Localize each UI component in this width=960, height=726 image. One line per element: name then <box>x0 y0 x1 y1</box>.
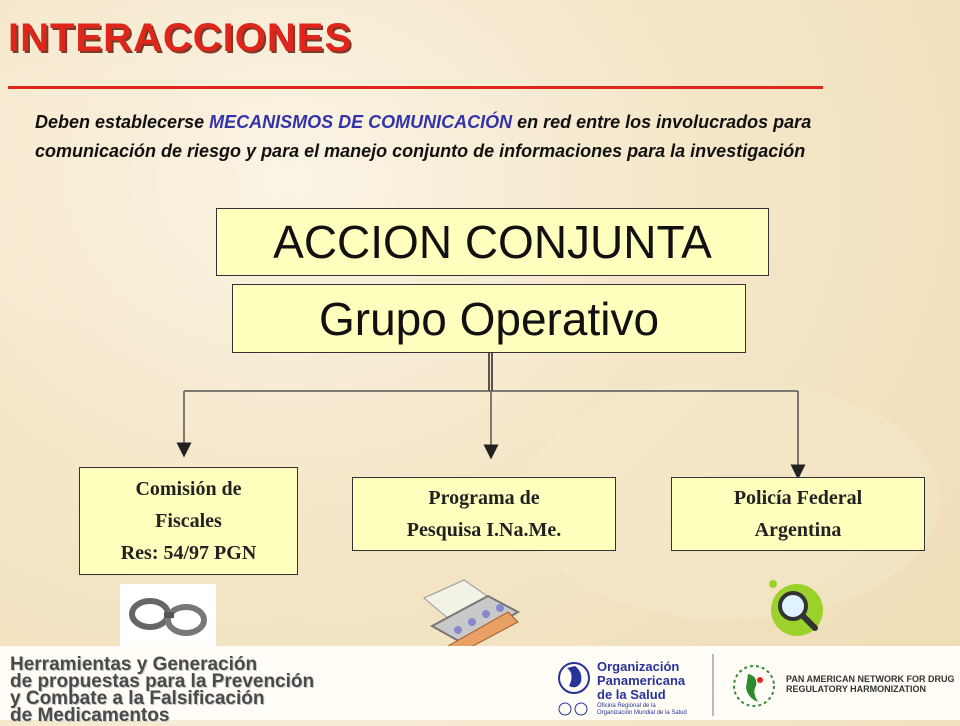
title-underline <box>8 86 823 89</box>
page-title: INTERACCIONES <box>8 16 353 60</box>
ops-line: Organización <box>597 659 680 674</box>
ops-globe-icon <box>557 660 591 700</box>
grupo-operativo-label: Grupo Operativo <box>318 292 660 345</box>
comision-line2: Fiscales <box>155 510 222 532</box>
intro-text <box>35 108 865 166</box>
comision-line3: Res: 54/97 PGN <box>120 542 257 564</box>
panam-line: REGULATORY HARMONIZATION <box>786 684 926 694</box>
footer-title-line: de Medicamentos <box>10 705 170 726</box>
ops-emblem-icon <box>557 702 591 716</box>
ops-sub-line: Oficina Regional de la <box>597 703 656 709</box>
accion-conjunta-label: ACCION CONJUNTA <box>273 216 712 268</box>
ops-logo-text <box>597 660 685 702</box>
comision-line1: Comisión de <box>135 478 242 500</box>
footer-title <box>10 656 314 724</box>
comision-fiscales-box <box>79 467 298 575</box>
medicine-pills-icon <box>418 578 528 654</box>
accion-conjunta-box <box>216 208 769 276</box>
programa-pesquisa-box <box>352 477 616 551</box>
policia-line1: Policía Federal <box>733 487 863 509</box>
ops-subtitle <box>597 703 687 717</box>
footer-title-line: y Combate a la Falsificación <box>10 688 265 709</box>
panam-network-text <box>786 674 955 694</box>
intro-before: Deben establecerse <box>35 112 210 132</box>
programa-line1: Programa de <box>428 487 540 509</box>
ops-line: de la Salud <box>597 687 666 702</box>
ops-line: Panamericana <box>597 673 686 688</box>
handcuffs-icon <box>120 584 216 646</box>
footer-separator <box>712 654 714 716</box>
red-parf-logo-icon <box>730 658 778 714</box>
footer-title-line: de propuestas para la Prevención <box>10 671 315 692</box>
policia-line2: Argentina <box>754 519 842 541</box>
intro-after: en red entre los involucrados para comunicación de riesgo y para el manejo conjunto de informaciones para la investigación <box>35 112 812 161</box>
policia-federal-box <box>671 477 925 551</box>
intro-highlight: MECANISMOS DE COMUNICACIÓN <box>209 112 513 132</box>
magnifier-icon <box>765 578 827 638</box>
programa-line2: Pesquisa I.Na.Me. <box>406 519 562 541</box>
background-swirl <box>0 60 240 320</box>
grupo-operativo-box <box>232 284 746 353</box>
ops-sub-line: Organización Mundial de la Salud <box>597 710 687 716</box>
footer-title-line: Herramientas y Generación <box>10 654 258 675</box>
panam-line: PAN AMERICAN NETWORK FOR DRUG <box>786 674 955 684</box>
